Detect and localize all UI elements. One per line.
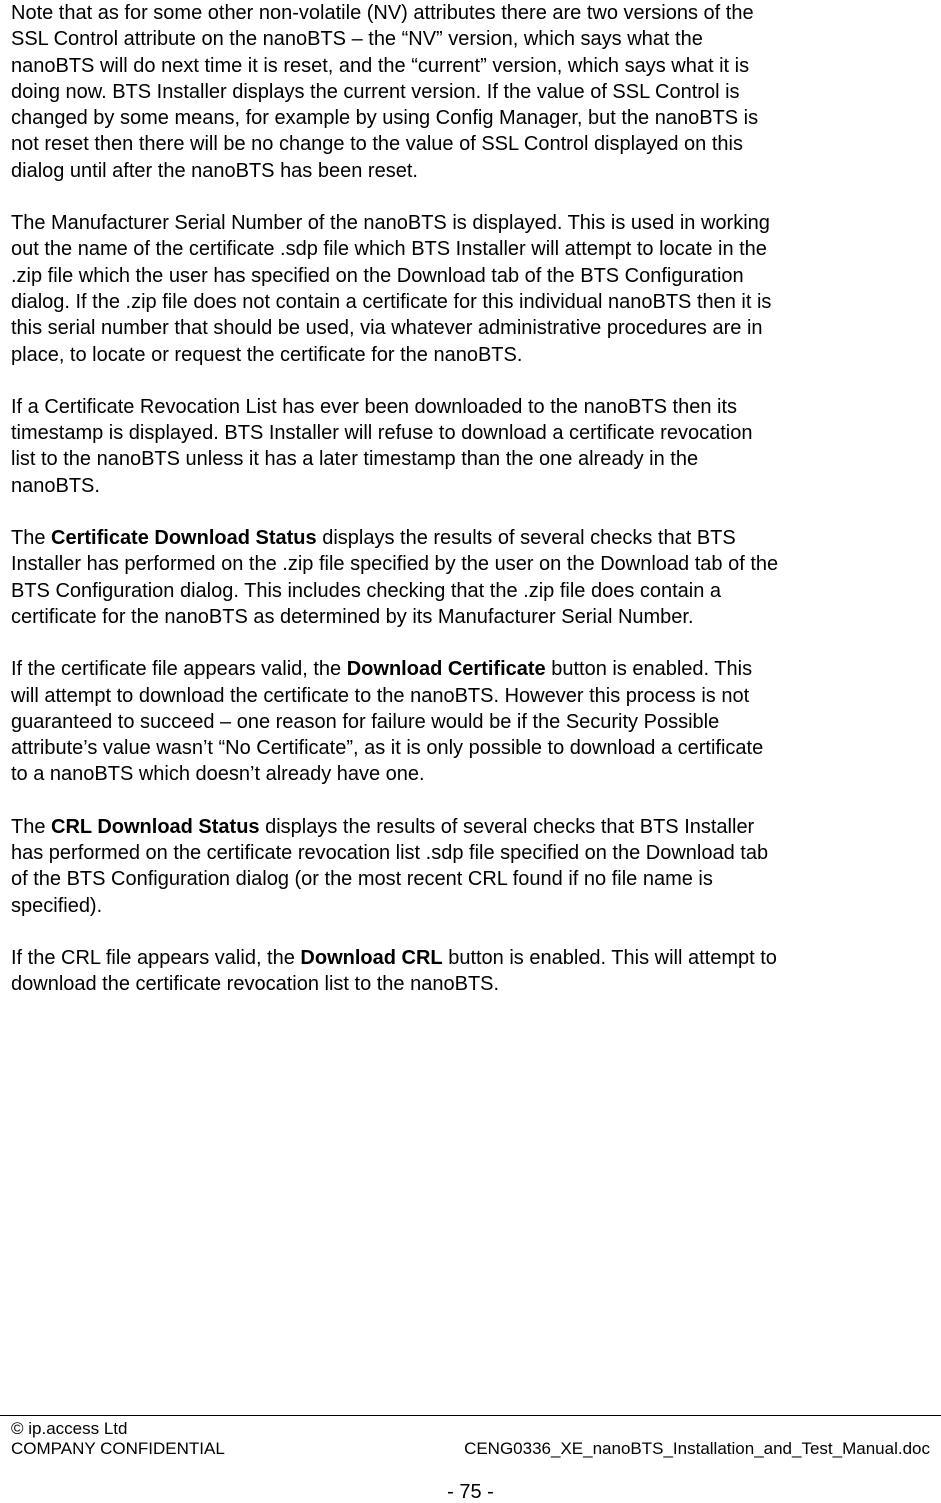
text-line: certificate for the nanoBTS as determined by its Manufacturer Serial Number. — [11, 605, 694, 628]
text-line: BTS Configuration dialog. This includes checking that the .zip file does contain a — [11, 579, 722, 602]
text-run: If the CRL file appears valid, the — [11, 946, 301, 969]
text-line: dialog until after the nanoBTS has been reset. — [11, 159, 418, 182]
footer-confidential: COMPANY CONFIDENTIAL — [11, 1439, 225, 1458]
text-run: The — [11, 527, 52, 550]
text-line: download the certificate revocation list to the nanoBTS. — [11, 973, 500, 996]
footer-document-name: CENG0336_XE_nanoBTS_Installation_and_Test_Manual.doc — [464, 1439, 930, 1458]
text-line: to a nanoBTS which doesn’t already have one. — [11, 763, 425, 786]
text-line: guaranteed to succeed – one reason for failure would be if the Security Possible — [11, 710, 720, 733]
text-line: Note that as for some other non-volatile (NV) attributes there are two versions of the — [11, 2, 754, 24]
text-line: will attempt to download the certificate to the nanoBTS. However this process is not — [11, 684, 750, 707]
paragraph-ssl-control — [11, 0, 911, 184]
text-run: displays the results of several checks that BTS Installer — [259, 815, 755, 838]
text-line: The Manufacturer Serial Number of the nanoBTS is displayed. This is used in working — [11, 212, 770, 235]
paragraph-download-certificate — [11, 656, 911, 787]
text-line: If a Certificate Revocation List has ever been downloaded to the nanoBTS then its — [11, 395, 737, 418]
text-line — [11, 656, 911, 682]
text-line: of the BTS Configuration dialog (or the most recent CRL found if no file name is — [11, 868, 713, 891]
text-line: nanoBTS. — [11, 474, 100, 497]
page-number: - 75 - — [447, 1481, 494, 1503]
text-line: list to the nanoBTS unless it has a later timestamp than the one already in the — [11, 448, 699, 471]
term-crl-download-status: CRL Download Status — [51, 815, 260, 838]
text-line: this serial number that should be used, via whatever administrative procedures are in — [11, 317, 763, 340]
text-line: dialog. If the .zip file does not contain a certificate for this individual nanoBTS then it is — [11, 290, 772, 313]
text-line: place, to locate or request the certificate for the nanoBTS. — [11, 343, 523, 366]
text-line — [11, 525, 911, 551]
text-line: SSL Control attribute on the nanoBTS – the “NV” version, which says what the — [11, 28, 703, 51]
paragraph-download-crl — [11, 945, 911, 998]
text-line — [11, 814, 911, 840]
text-line: nanoBTS will do next time it is reset, and the “current” version, which says what it is — [11, 54, 750, 77]
term-download-crl: Download CRL — [300, 946, 443, 969]
text-line: specified). — [11, 894, 103, 917]
text-line: out the name of the certificate .sdp file which BTS Installer will attempt to locate in the — [11, 238, 767, 261]
text-line: Installer has performed on the .zip file specified by the user on the Download tab of the — [11, 553, 779, 576]
text-line: .zip file which the user has specified on the Download tab of the BTS Configuration — [11, 264, 744, 287]
text-line: changed by some means, for example by using Config Manager, but the nanoBTS is — [11, 107, 759, 130]
term-certificate-download-status: Certificate Download Status — [51, 527, 317, 550]
text-run: If the certificate file appears valid, the — [11, 658, 347, 681]
text-line — [11, 945, 911, 971]
text-line: timestamp is displayed. BTS Installer will refuse to download a certificate revocation — [11, 422, 753, 445]
text-run: The — [11, 815, 52, 838]
text-run: button is enabled. This will attempt to — [442, 946, 777, 969]
text-line: doing now. BTS Installer displays the current version. If the value of SSL Control is — [11, 80, 740, 103]
paragraph-crl-timestamp — [11, 394, 911, 499]
text-line: attribute’s value wasn’t “No Certificate”, as it is only possible to download a certificate — [11, 737, 764, 760]
paragraph-crl-download-status — [11, 814, 911, 919]
footer-copyright: © ip.access Ltd — [11, 1419, 128, 1438]
page-footer — [0, 1415, 941, 1458]
paragraph-certificate-download-status — [11, 525, 911, 630]
document-body — [11, 0, 911, 1024]
paragraph-serial-number — [11, 210, 911, 368]
term-download-certificate: Download Certificate — [346, 658, 546, 681]
text-run: displays the results of several checks that BTS — [316, 527, 736, 550]
text-line: has performed on the certificate revocation list .sdp file specified on the Download tab — [11, 842, 769, 865]
text-line: not reset then there will be no change to the value of SSL Control displayed on this — [11, 133, 743, 156]
text-run: button is enabled. This — [545, 658, 753, 681]
